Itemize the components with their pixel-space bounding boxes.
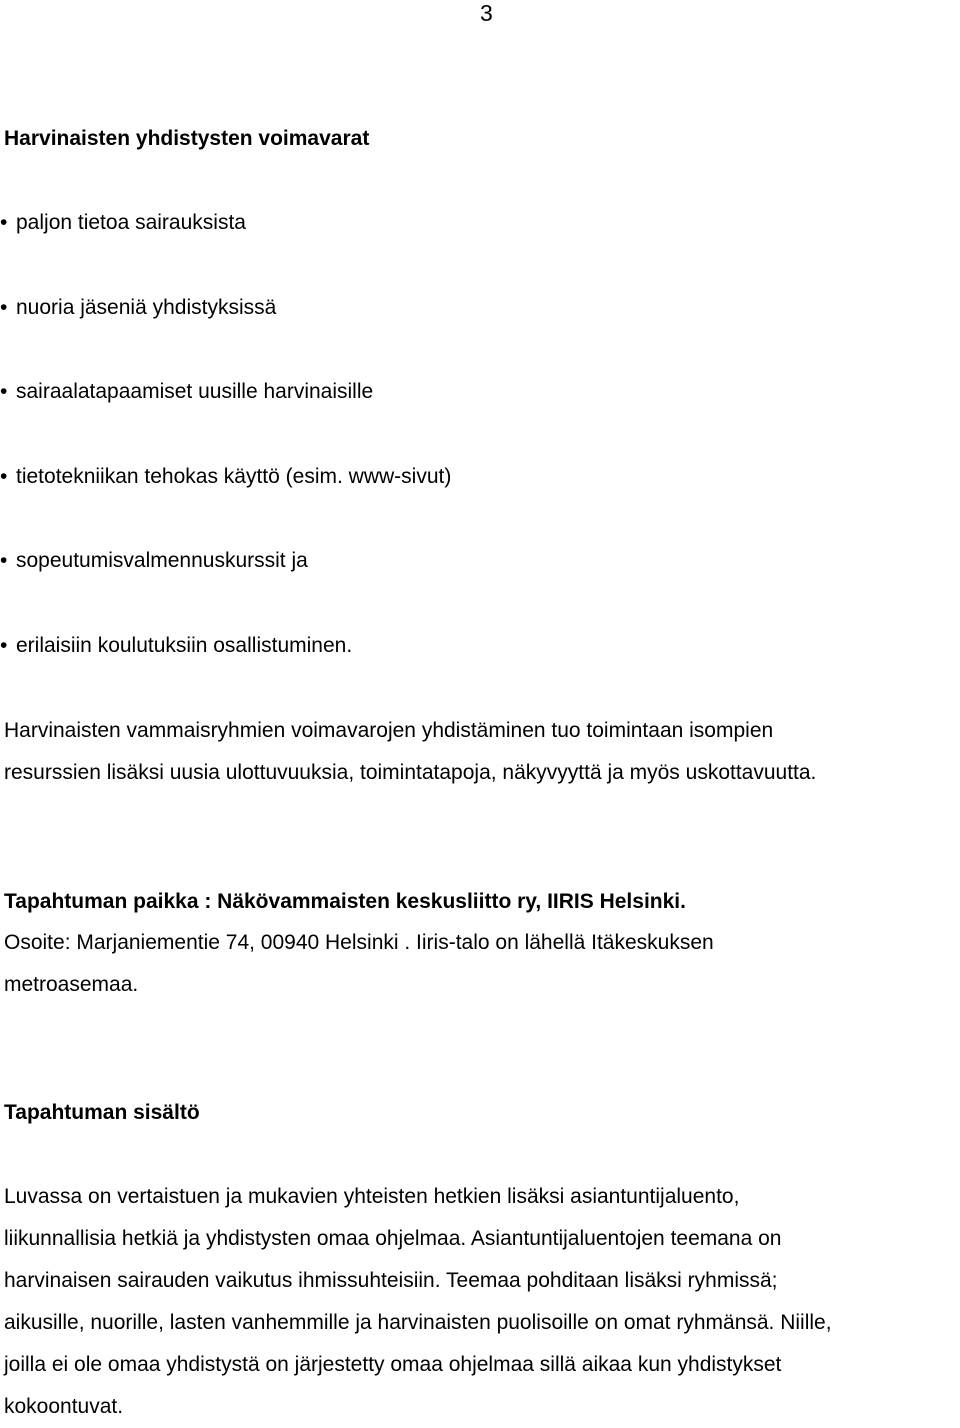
paragraph-line: resurssien lisäksi uusia ulottuvuuksia, toimintatapoja, näkyvyyttä ja myös uskottavuutta.: [4, 761, 817, 784]
paragraph-line: Harvinaisten vammaisryhmien voimavarojen yhdistäminen tuo toimintaan isompien: [4, 719, 774, 742]
address-line: Osoite: Marjaniementie 74, 00940 Helsinki . Iiris-talo on lähellä Itäkeskuksen: [4, 931, 714, 954]
venue-heading: Tapahtuman paikka : Näkövammaisten keskusliitto ry, IIRIS Helsinki.: [4, 890, 686, 913]
bullet-icon: •: [0, 211, 8, 234]
paragraph-line: harvinaisen sairauden vaikutus ihmissuhteisiin. Teemaa pohditaan lisäksi ryhmissä;: [4, 1269, 778, 1292]
bullet-icon: •: [0, 380, 8, 404]
content-heading: Tapahtuman sisältö: [4, 1101, 200, 1124]
bullet-icon: •: [0, 633, 8, 657]
list-item-text: paljon tietoa sairauksista: [16, 211, 246, 234]
bullet-icon: •: [0, 295, 8, 319]
section-heading-resources: Harvinaisten yhdistysten voimavarat: [4, 127, 370, 150]
bullet-icon: •: [0, 549, 8, 573]
venue-address: [4, 922, 949, 1006]
list-item: [0, 210, 451, 295]
address-line: metroasemaa.: [4, 973, 139, 996]
resources-paragraph: [4, 710, 949, 794]
paragraph-line: Luvassa on vertaistuen ja mukavien yhteisten hetkien lisäksi asiantuntijaluento,: [4, 1185, 740, 1208]
paragraph-line: joilla ei ole omaa yhdistystä on järjestetty omaa ohjelmaa sillä aikaa kun yhdistykset: [4, 1353, 782, 1376]
list-item: [0, 633, 451, 718]
list-item-text: erilaisiin koulutuksiin osallistuminen.: [16, 633, 353, 657]
paragraph-line: aikusille, nuorille, lasten vanhemmille ja harvinaisten puolisoille on omat ryhmänsä. Niille,: [4, 1311, 832, 1334]
paragraph-line: kokoontuvat.: [4, 1395, 124, 1418]
list-item: [0, 295, 451, 380]
bullet-icon: •: [0, 464, 8, 488]
list-item-text: nuoria jäseniä yhdistyksissä: [16, 295, 277, 319]
page-number: 3: [480, 0, 493, 26]
resources-bullet-list: [0, 210, 451, 718]
paragraph-line: liikunnallisia hetkiä ja yhdistysten omaa ohjelmaa. Asiantuntijaluentojen teemana on: [4, 1227, 782, 1250]
list-item: [0, 379, 451, 464]
list-item-text: sopeutumisvalmennuskurssit ja: [16, 549, 308, 573]
list-item: [0, 548, 451, 633]
list-item-text: tietotekniikan tehokas käyttö (esim. www-sivut): [16, 464, 452, 488]
content-paragraph: [4, 1176, 949, 1428]
list-item: [0, 464, 451, 549]
list-item-text: sairaalatapaamiset uusille harvinaisille: [16, 380, 374, 404]
